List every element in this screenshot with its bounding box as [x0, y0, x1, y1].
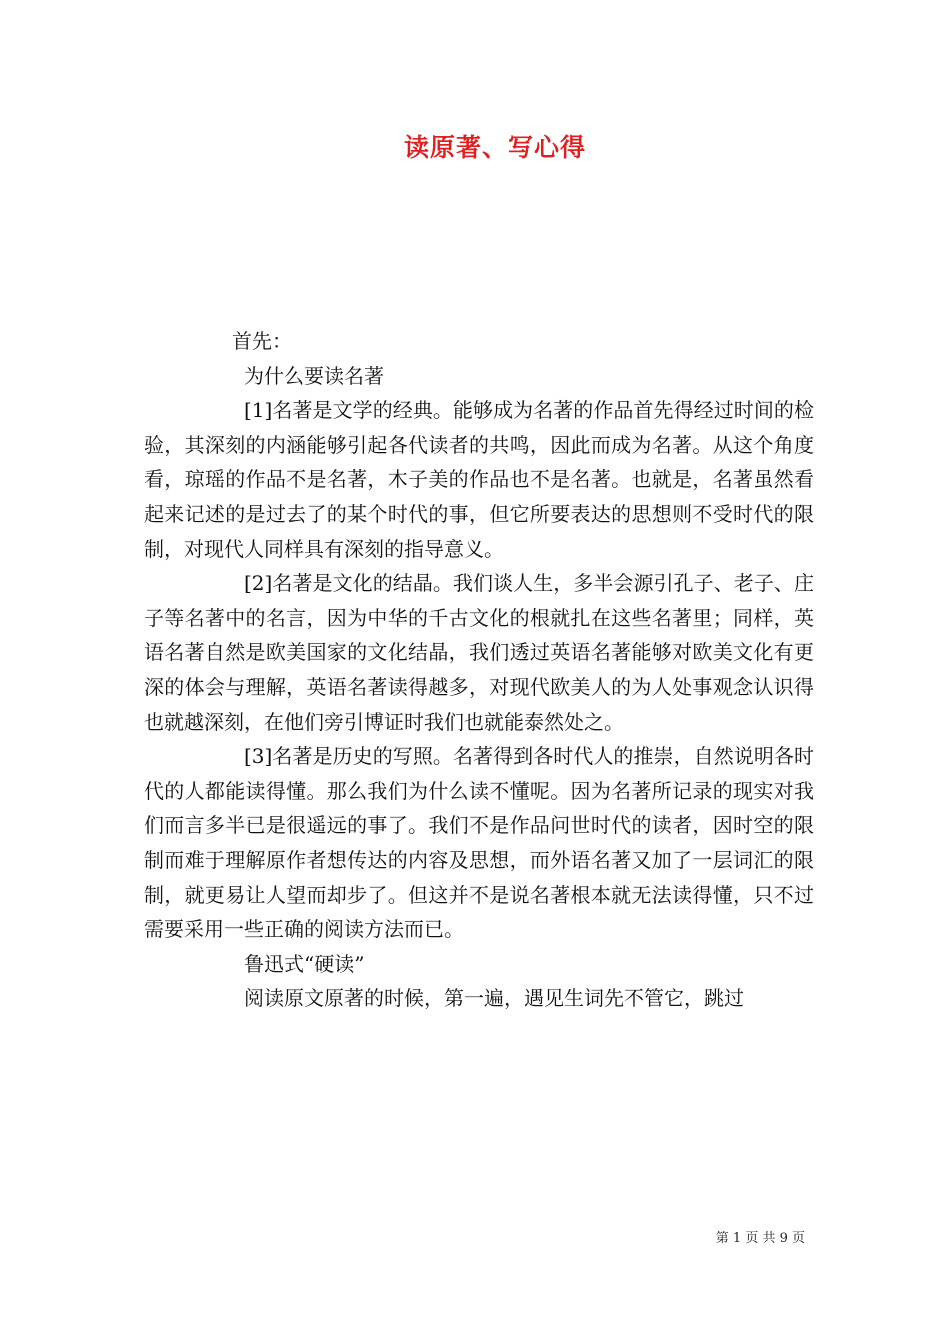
page-number: 第 1 页 共 9 页: [715, 1231, 805, 1246]
document-title: 读原著、写心得: [403, 133, 586, 162]
paragraph-3: [3]名著是历史的写照。名著得到各时代人的推崇，自然说明各时代的人都能读得懂。那么我们为什么读不懂呢。因为名著所记录的现实对我们而言多半已是很遥远的事了。我们不是作品问世时代的读者，因时空的限制而难于理解原作者想传达的内容及思想，而外语名著又加了一层词汇的限制，就更易让人望而却步了。但这并不是说名著根本就无法读得懂，只不过需要采用一些正确的阅读方法而已。: [144, 744, 814, 942]
label-first: 首先：: [232, 329, 292, 353]
paragraph-1: [1]名著是文学的经典。能够成为名著的作品首先得经过时间的检验，其深刻的内涵能够引起各代读者的共鸣，因此而成为名著。从这个角度看，琼瑶的作品不是名著，木子美的作品也不是名著。也就是，名著虽然看起来记述的是过去了的某个时代的事，但它所要表达的思想则不受时代的限制，对现代人同样具有深刻的指导意义。: [144, 398, 814, 561]
paragraph-4: 阅读原文原著的时候，第一遍，遇见生词先不管它，跳过: [244, 986, 744, 1011]
section-heading-luxun: 鲁迅式“硬读”: [244, 951, 365, 976]
section-heading-why-read: 为什么要读名著: [244, 363, 384, 388]
paragraph-2: [2]名著是文化的结晶。我们谈人生，多半会源引孔子、老子、庄子等名著中的名言，因为中华的千古文化的根就扎在这些名著里；同样，英语名著自然是欧美国家的文化结晶，我们透过英语名著能够对欧美文化有更深的体会与理解，英语名著读得越多，对现代欧美人的为人处事观念认识得也就越深刻，在他们旁引博证时我们也就能泰然处之。: [144, 571, 814, 734]
document-body: [144, 324, 814, 1016]
